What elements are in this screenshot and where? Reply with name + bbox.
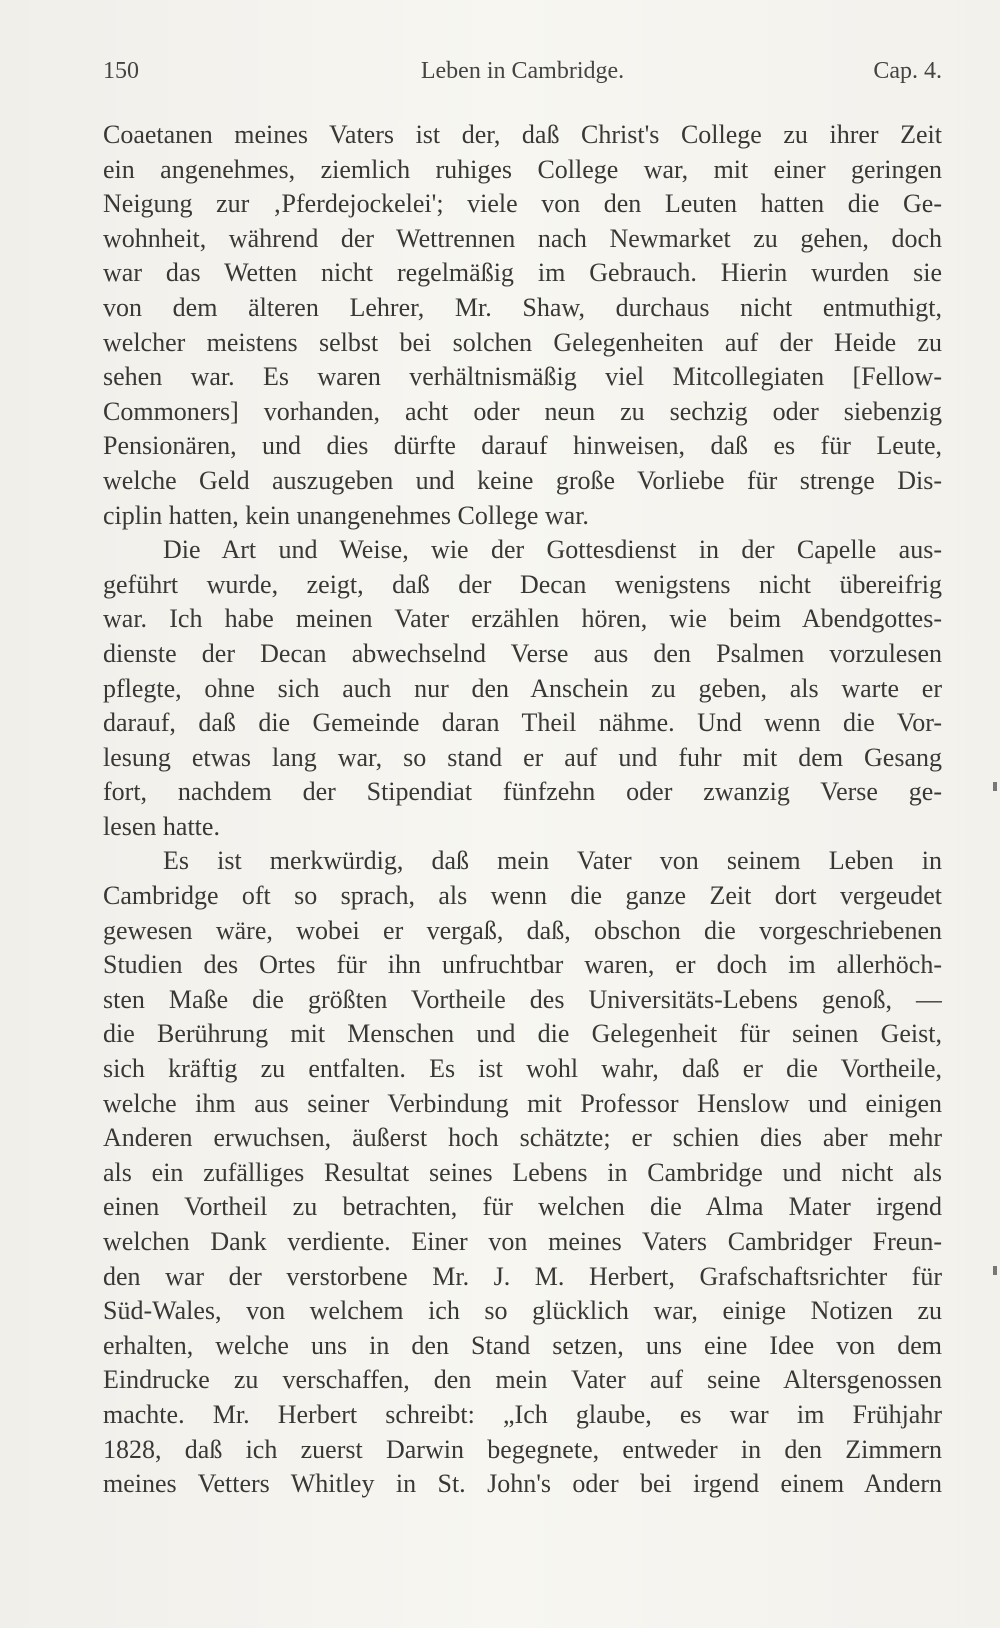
text-line: die Berührung mit Menschen und die Gelegenheit für seinen Geist,: [103, 1019, 942, 1049]
margin-mark: [993, 1266, 997, 1275]
text-line: ciplin hatten, kein unangenehmes College war.: [103, 500, 589, 530]
text-line: meines Vetters Whitley in St. John's oder bei irgend einem Andern: [103, 1469, 942, 1499]
text-line: Eindrucke zu verschaffen, den mein Vater auf seine Altersgenossen: [103, 1365, 942, 1395]
text-line: darauf, daß die Gemeinde daran Theil nähme. Und wenn die Vor-: [103, 708, 942, 738]
body-text: [103, 118, 942, 1502]
text-line: war. Ich habe meinen Vater erzählen hören, wie beim Abendgottes-: [103, 604, 942, 634]
text-line: pflegte, ohne sich auch nur den Anschein zu geben, als warte er: [103, 673, 942, 703]
text-line: Studien des Ortes für ihn unfruchtbar waren, er doch im allerhöch-: [103, 950, 942, 980]
page-header: [103, 58, 942, 92]
text-line: fort, nachdem der Stipendiat fünfzehn oder zwanzig Verse ge-: [103, 777, 942, 807]
text-line: sich kräftig zu entfalten. Es ist wohl wahr, daß er die Vortheile,: [103, 1054, 942, 1084]
text-line: gewesen wäre, wobei er vergaß, daß, obschon die vorgeschriebenen: [103, 915, 942, 945]
text-line: Es ist merkwürdig, daß mein Vater von seinem Leben in: [163, 846, 942, 876]
text-line: welchen Dank verdiente. Einer von meines Vaters Cambridger Freun-: [103, 1227, 942, 1256]
text-line: Anderen erwuchsen, äußerst hoch schätzte; er schien dies aber mehr: [103, 1123, 942, 1153]
page-number: 150: [103, 58, 139, 84]
text-line: Cambridge oft so sprach, als wenn die ganze Zeit dort vergeudet: [103, 881, 942, 911]
margin-mark: [993, 782, 997, 791]
text-line: wohnheit, während der Wettrennen nach Newmarket zu gehen, doch: [103, 223, 942, 253]
text-line: Neigung zur ‚Pferdejockelei'; viele von den Leuten hatten die Ge-: [103, 189, 942, 219]
text-line: lesen hatte.: [103, 811, 220, 841]
text-line: als ein zufälliges Resultat seines Lebens in Cambridge und nicht als: [103, 1157, 942, 1187]
text-line: Die Art und Weise, wie der Gottesdienst in der Capelle aus-: [163, 535, 942, 565]
text-line: den war der verstorbene Mr. J. M. Herbert, Grafschaftsrichter für: [103, 1261, 942, 1291]
text-line: welcher meistens selbst bei solchen Gelegenheiten auf der Heide zu: [103, 327, 942, 357]
text-line: geführt wurde, zeigt, daß der Decan wenigstens nicht übereifrig: [103, 569, 942, 599]
text-line: war das Wetten nicht regelmäßig im Gebrauch. Hierin wurden sie: [103, 258, 942, 288]
text-line: Coaetanen meines Vaters ist der, daß Christ's College zu ihrer Zeit: [103, 120, 942, 149]
text-line: Pensionären, und dies dürfte darauf hinweisen, daß es für Leute,: [103, 431, 942, 461]
text-line: ein angenehmes, ziemlich ruhiges College war, mit einer geringen: [103, 154, 942, 184]
text-line: welche Geld auszugeben und keine große Vorliebe für strenge Dis-: [103, 465, 942, 495]
text-line: dienste der Decan abwechselnd Verse aus den Psalmen vorzulesen: [103, 638, 942, 668]
text-line: Süd-Wales, von welchem ich so glücklich war, einige Notizen zu: [103, 1296, 942, 1326]
text-line: sten Maße die größten Vortheile des Universitäts-Lebens genoß, —: [103, 984, 942, 1014]
text-line: erhalten, welche uns in den Stand setzen, uns eine Idee von dem: [103, 1330, 942, 1360]
text-line: Commoners] vorhanden, acht oder neun zu sechzig oder siebenzig: [103, 396, 942, 426]
chapter-label: Cap. 4.: [873, 58, 942, 84]
text-line: welche ihm aus seiner Verbindung mit Professor Henslow und einigen: [103, 1088, 942, 1118]
text-line: einen Vortheil zu betrachten, für welchen die Alma Mater irgend: [103, 1192, 942, 1222]
text-line: 1828, daß ich zuerst Darwin begegnete, entweder in den Zimmern: [103, 1434, 942, 1464]
running-title: Leben in Cambridge.: [420, 58, 625, 84]
text-line: lesung etwas lang war, so stand er auf und fuhr mit dem Gesang: [103, 742, 942, 772]
text-line: machte. Mr. Herbert schreibt: „Ich glaube, es war im Frühjahr: [103, 1399, 942, 1429]
text-line: von dem älteren Lehrer, Mr. Shaw, durchaus nicht entmuthigt,: [103, 292, 942, 322]
text-line: sehen war. Es waren verhältnismäßig viel Mitcollegiaten [Fellow-: [103, 362, 942, 392]
